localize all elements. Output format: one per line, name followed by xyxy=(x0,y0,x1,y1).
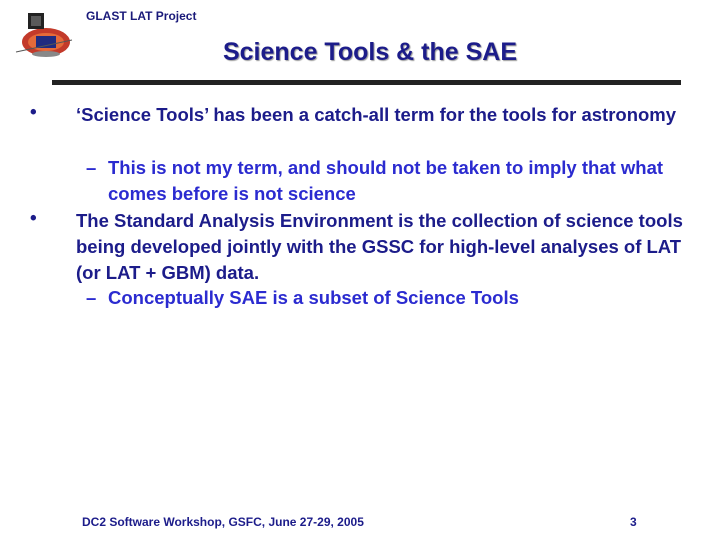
sub-bullet-marker: – xyxy=(86,287,97,308)
footer-text: DC2 Software Workshop, GSFC, June 27-29, 2005 xyxy=(82,515,364,529)
bullet-text: ‘Science Tools’ has been a catch-all term for the tools for astronomy xyxy=(76,104,677,125)
sub-bullet-text: This is not my term, and should not be taken to imply that what comes before is not science xyxy=(108,157,664,204)
title-divider xyxy=(52,80,681,85)
page-number: 3 xyxy=(630,515,637,529)
bullet-marker: • xyxy=(30,208,37,229)
sub-bullet-marker: – xyxy=(86,157,97,178)
bullet-text: The Standard Analysis Environment is the collection of science tools being developed jointly with the GSSC for high-level analyses of LAT (or LAT + GBM) data. xyxy=(76,210,683,283)
project-name: GLAST LAT Project xyxy=(86,9,197,23)
slide-title: Science Tools & the SAE xyxy=(222,38,518,66)
bullet-marker: • xyxy=(30,102,37,123)
sub-bullet-text: Conceptually SAE is a subset of Science Tools xyxy=(108,287,519,308)
